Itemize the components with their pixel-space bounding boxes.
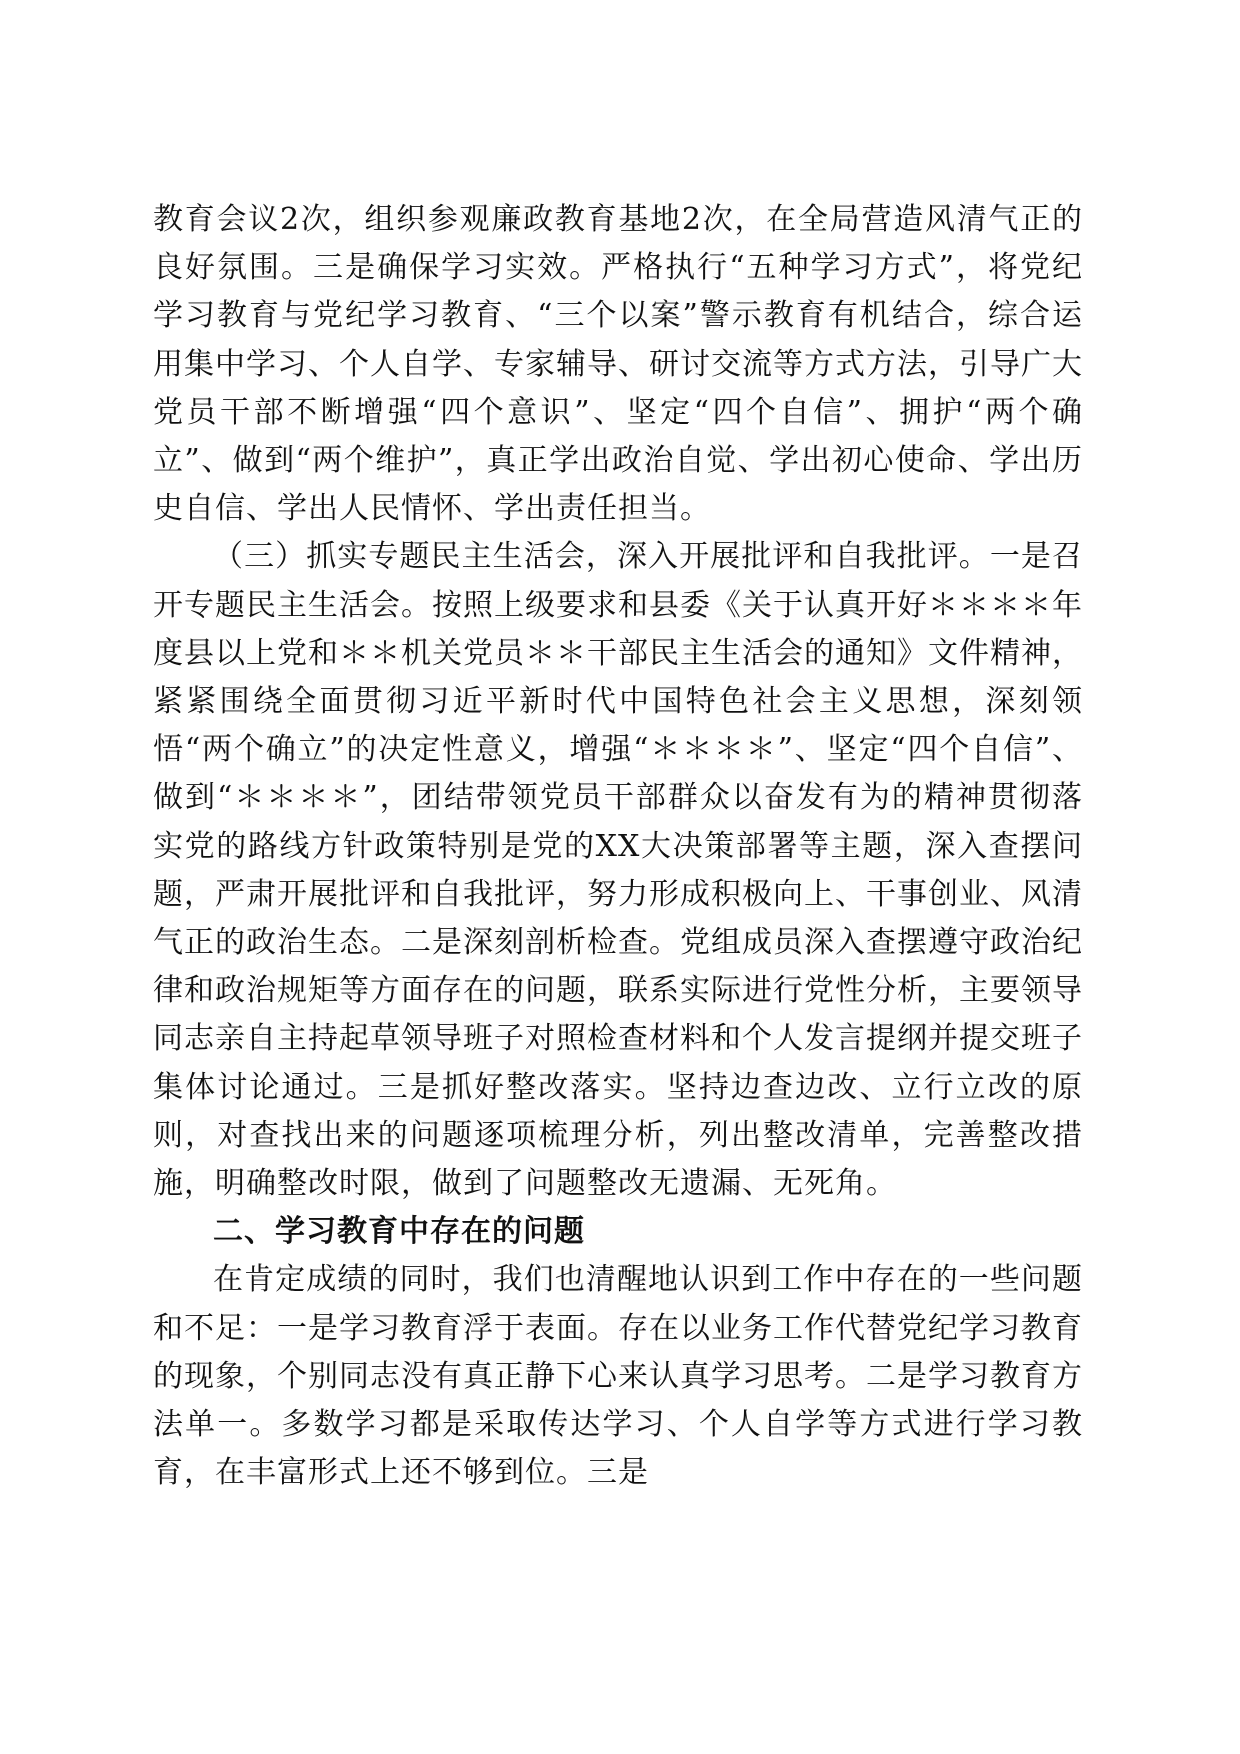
document-body	[153, 196, 1083, 1497]
paragraph-democratic-life-meeting: （三）抓实专题民主生活会，深入开展批评和自我批评。一是召开专题民主生活会。按照上级要求和县委《关于认真开好＊＊＊＊年度县以上党和＊＊机关党员＊＊干部民主生活会的通知》文件精神，紧紧围绕全面贯彻习近平新时代中国特色社会主义思想，深刻领悟“两个确立”的决定性意义，增强“＊＊＊＊”、坚定“四个自信”、做到“＊＊＊＊”，团结带领党员干部群众以奋发有为的精神贯彻落实党的路线方针政策特别是党的XX大决策部署等主题，深入查摆问题，严肃开展批评和自我批评，努力形成积极向上、干事创业、风清气正的政治生态。二是深刻剖析检查。党组成员深入查摆遵守政治纪律和政治规矩等方面存在的问题，联系实际进行党性分析，主要领导同志亲自主持起草领导班子对照检查材料和个人发言提纲并提交班子集体讨论通过。三是抓好整改落实。坚持边查边改、立行立改的原则，对查找出来的问题逐项梳理分析，列出整改清单，完善整改措施，明确整改时限，做到了问题整改无遗漏、无死角。	[153, 539, 1083, 1202]
paragraph-continuation: 教育会议2次，组织参观廉政教育基地2次，在全局营造风清气正的良好氛围。三是确保学习实效。严格执行“五种学习方式”，将党纪学习教育与党纪学习教育、“三个以案”警示教育有机结合，综合运用集中学习、个人自学、专家辅导、研讨交流等方式方法，引导广大党员干部不断增强“四个意识”、坚定“四个自信”、拥护“两个确立”、做到“两个维护”，真正学出政治自觉、学出初心使命、学出历史自信、学出人民情怀、学出责任担当。	[153, 202, 1083, 527]
section-heading: 二、学习教育中存在的问题	[213, 1214, 585, 1250]
paragraph-problems: 在肯定成绩的同时，我们也清醒地认识到工作中存在的一些问题和不足：一是学习教育浮于表面。存在以业务工作代替党纪学习教育的现象，个别同志没有真正静下心来认真学习思考。二是学习教育方法单一。多数学习都是采取传达学习、个人自学等方式进行学习教育，在丰富形式上还不够到位。三是	[153, 1262, 1083, 1491]
